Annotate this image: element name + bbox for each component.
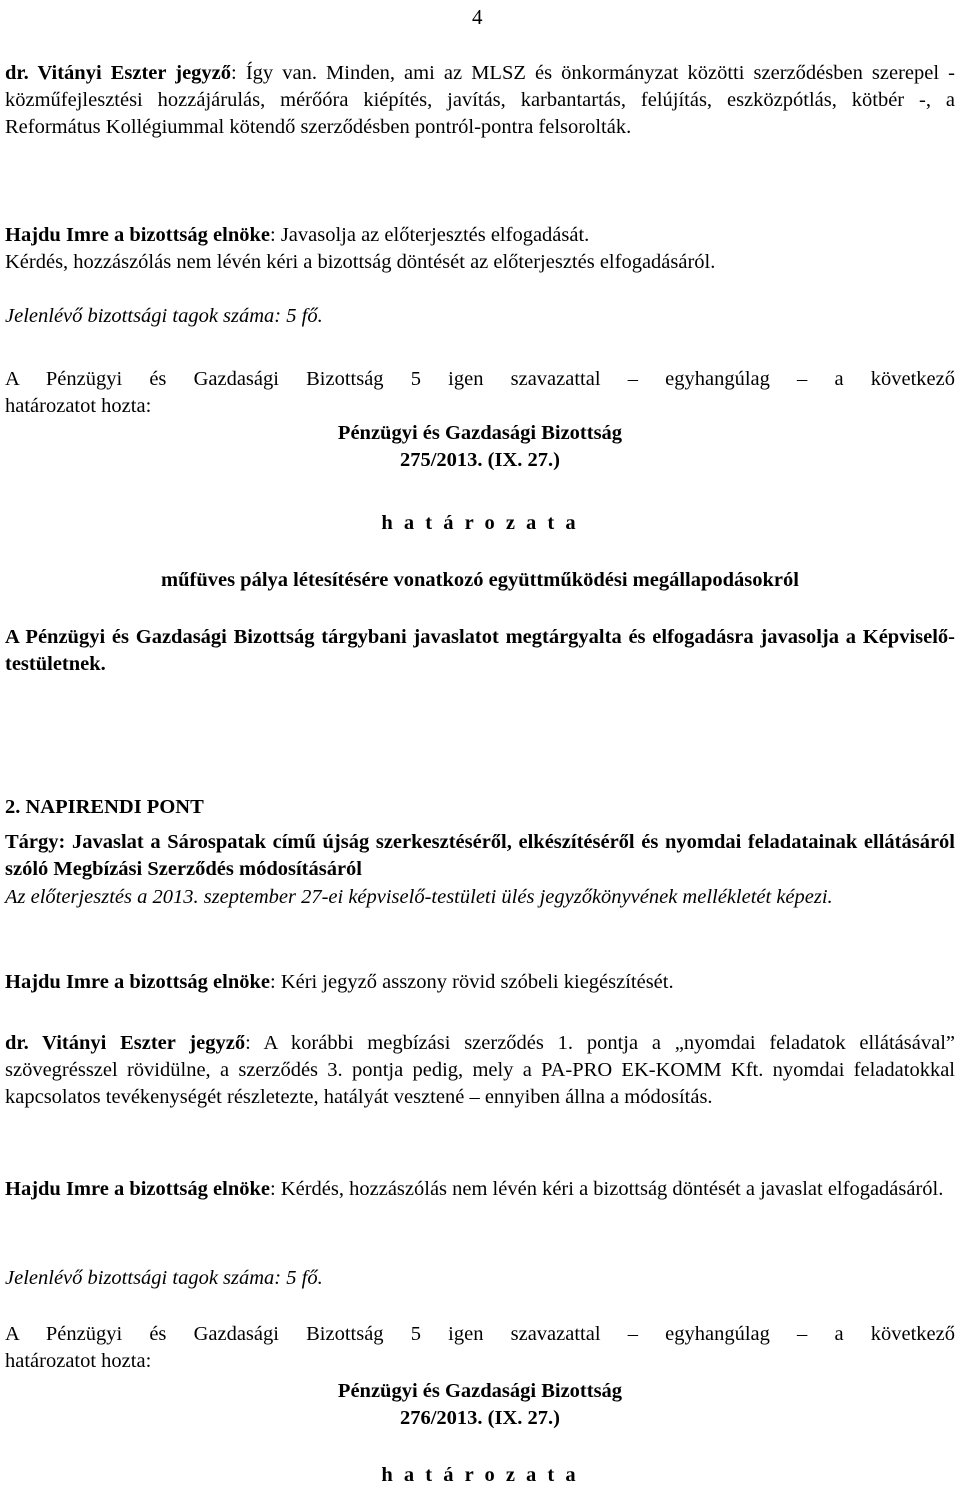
- vote-line-2: határozatot hozta:: [5, 395, 152, 417]
- speaker-name: Hajdu Imre a bizottság elnöke: [5, 1178, 270, 1200]
- statement-text-line2: Kérdés, hozzászólás nem lévén kéri a bizottság döntését az előterjesztés elfogadásáról.: [5, 251, 716, 273]
- vote-line-1: A Pénzügyi és Gazdasági Bizottság 5 igen szavazattal – egyhangúlag – a következő: [5, 1323, 955, 1345]
- vote-statement-2: [5, 1321, 955, 1375]
- speaker-name: Hajdu Imre a bizottság elnöke: [5, 971, 270, 993]
- resolution-committee: Pénzügyi és Gazdasági Bizottság: [337, 1380, 623, 1402]
- statement-elnok-2: Hajdu Imre a bizottság elnöke: Kéri jegyző asszony rövid szóbeli kiegészítését.: [5, 971, 674, 993]
- statement-jegyzo-2: dr. Vitányi Eszter jegyző: A korábbi megbízási szerződés 1. pontja a „nyomdai feladatok ellátásával” szövegrésszel rövidülne, a szerződés 3. pontja pedig, mely a PA-PRO EK-KOMM Kft. nyomdai feladatokkal kapcsolatos tevékenységét részletezte, hatályát vesztené – ennyiben állna a módosítás.: [5, 1032, 955, 1108]
- resolution-committee: Pénzügyi és Gazdasági Bizottság: [337, 422, 623, 444]
- statement-text: Javasolja az előterjesztés elfogadását.: [280, 224, 590, 246]
- vote-line-2: határozatot hozta:: [5, 1350, 152, 1372]
- vote-statement-1: [5, 366, 955, 420]
- agenda-item-heading: 2. NAPIRENDI PONT: [5, 796, 204, 818]
- speaker-name: Hajdu Imre a bizottság elnöke: [5, 224, 270, 246]
- page-number: 4: [472, 5, 483, 29]
- resolution-body-1: A Pénzügyi és Gazdasági Bizottság tárgybani javaslatot megtárgyalta és elfogadásra javasolja a Képviselő-testületnek.: [5, 626, 955, 675]
- agenda-item-subject: Tárgy: Javaslat a Sárospatak című újság szerkesztéséről, elkészítéséről és nyomdai feladatainak ellátásáról szóló Megbízási Szerződés módosításáról: [5, 831, 955, 880]
- members-present-1: Jelenlévő bizottsági tagok száma: 5 fő.: [5, 305, 323, 327]
- resolution-header-2: [5, 1378, 955, 1432]
- statement-text: Így van. Minden, ami az MLSZ és önkormányzat közötti szerződésben szerepel - közműfejlesztési hozzájárulás, mérőóra kiépítés, javítás, karbantartás, felújítás, eszközpótlás, kötbér -, a Református Kollégiummal kötendő szerződésben pontról-pontra felsorolták.: [5, 62, 955, 138]
- speaker-name: dr. Vitányi Eszter jegyző: [5, 62, 232, 84]
- speaker-name: dr. Vitányi Eszter jegyző: [5, 1032, 246, 1054]
- statement-elnok-1: Hajdu Imre a bizottság elnöke: Javasolja az előterjesztés elfogadását. Kérdés, hozzászólás nem lévén kéri a bizottság döntését az előterjesztés elfogadásáról.: [5, 222, 955, 276]
- statement-jegyzo-1: dr. Vitányi Eszter jegyző: Így van. Minden, ami az MLSZ és önkormányzat közötti szerződésben szerepel - közműfejlesztési hozzájárulás, mérőóra kiépítés, javítás, karbantartás, felújítás, eszközpótlás, kötbér -, a Református Kollégiummal kötendő szerződésben pontról-pontra felsorolták.: [5, 62, 955, 138]
- statement-elnok-3: Hajdu Imre a bizottság elnöke: Kérdés, hozzászólás nem lévén kéri a bizottság döntését a javaslat elfogadásáról.: [5, 1178, 944, 1200]
- resolution-number: 275/2013. (IX. 27.): [399, 449, 560, 471]
- statement-text: Kéri jegyző asszony rövid szóbeli kiegészítését.: [280, 971, 674, 993]
- resolution-label-2: h a t á r o z a t a: [381, 1464, 579, 1486]
- members-present-2: Jelenlévő bizottsági tagok száma: 5 fő.: [5, 1267, 323, 1289]
- statement-text: A korábbi megbízási szerződés 1. pontja a „nyomdai feladatok ellátásával” szövegrésszel rövidülne, a szerződés 3. pontja pedig, mely a PA-PRO EK-KOMM Kft. nyomdai feladatokkal kapcsolatos tevékenységét részletezte, hatályát vesztené – ennyiben állna a módosítás.: [5, 1032, 955, 1108]
- statement-text: Kérdés, hozzászólás nem lévén kéri a bizottság döntését a javaslat elfogadásáról.: [280, 1178, 944, 1200]
- resolution-number: 276/2013. (IX. 27.): [399, 1407, 560, 1429]
- vote-line-1: A Pénzügyi és Gazdasági Bizottság 5 igen szavazattal – egyhangúlag – a következő: [5, 368, 955, 390]
- agenda-item-note: Az előterjesztés a 2013. szeptember 27-ei képviselő-testületi ülés jegyzőkönyvének mellékletét képezi.: [5, 886, 833, 908]
- resolution-label-1: h a t á r o z a t a: [381, 512, 579, 534]
- resolution-header-1: [5, 420, 955, 474]
- resolution-subject-1: műfüves pálya létesítésére vonatkozó együttműködési megállapodásokról: [161, 569, 799, 591]
